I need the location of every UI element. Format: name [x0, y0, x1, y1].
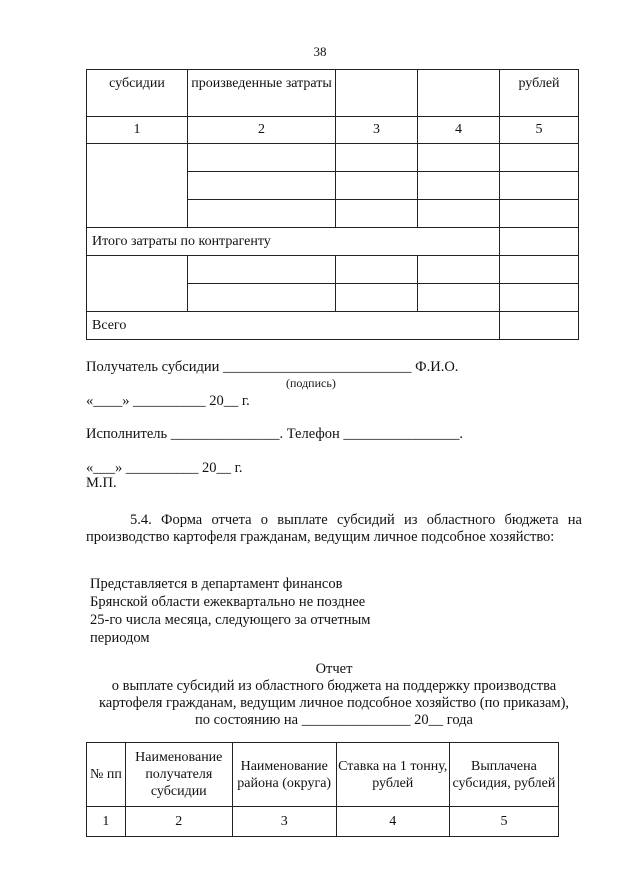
header-cell — [418, 70, 500, 117]
table-cell — [188, 200, 336, 228]
expenses-table — [86, 69, 579, 340]
submission-note-line: Представляется в департамент финансов — [90, 576, 343, 592]
table-cell — [87, 256, 188, 312]
header-cell: Выплачена субсидия, рублей — [449, 743, 558, 807]
date-line: «____» __________ 20__ г. — [86, 393, 250, 409]
table-cell — [418, 144, 500, 172]
table-cell — [418, 172, 500, 200]
table-cell — [500, 228, 579, 256]
table-cell — [87, 144, 188, 228]
column-number: 4 — [336, 807, 449, 837]
header-cell: Ставка на 1 тонну, рублей — [336, 743, 449, 807]
report-title: Отчет — [315, 661, 353, 677]
header-cell — [336, 70, 418, 117]
submission-note-line: периодом — [90, 630, 150, 646]
table-cell — [336, 256, 418, 284]
column-number: 3 — [336, 117, 418, 144]
column-number: 3 — [232, 807, 336, 837]
table-cell — [418, 256, 500, 284]
table-cell — [500, 172, 579, 200]
column-number: 1 — [87, 117, 188, 144]
header-cell: рублей — [500, 70, 579, 117]
submission-note-line: Брянской области ежеквартально не позднее — [90, 594, 366, 610]
contractor-total-label: Итого затраты по контрагенту — [87, 228, 500, 256]
table-cell — [188, 256, 336, 284]
page-number: 38 — [313, 44, 327, 59]
table-cell — [418, 284, 500, 312]
seal-label: М.П. — [86, 475, 117, 491]
executor-line: Исполнитель _______________. Телефон ________________. — [86, 426, 463, 442]
column-number: 1 — [87, 807, 126, 837]
table-cell — [188, 284, 336, 312]
column-number: 4 — [418, 117, 500, 144]
report-subtitle: по состоянию на _______________ 20__ года — [195, 712, 473, 728]
column-number: 2 — [188, 117, 336, 144]
header-cell: № пп — [87, 743, 126, 807]
column-number: 5 — [449, 807, 558, 837]
table-cell — [418, 200, 500, 228]
table-cell — [500, 144, 579, 172]
column-number: 2 — [125, 807, 232, 837]
header-cell: произведенные затраты — [188, 70, 336, 117]
table-cell — [188, 144, 336, 172]
signature-caption: (подпись) — [286, 376, 336, 390]
table-cell — [336, 284, 418, 312]
date-line: «___» __________ 20__ г. — [86, 460, 243, 476]
header-cell: Наименование района (округа) — [232, 743, 336, 807]
header-cell: Наименование получателя субсидии — [125, 743, 232, 807]
table-cell — [500, 256, 579, 284]
report-subtitle: о выплате субсидий из областного бюджета на поддержку производства — [111, 678, 557, 694]
report-subtitle: картофеля гражданам, ведущим личное подсобное хозяйство (по приказам), — [98, 695, 570, 711]
table-cell — [188, 172, 336, 200]
table-cell — [336, 144, 418, 172]
report-table — [86, 742, 559, 837]
table-cell — [336, 172, 418, 200]
table-cell — [336, 200, 418, 228]
table-cell — [500, 200, 579, 228]
header-cell: субсидии — [87, 70, 188, 117]
column-number: 5 — [500, 117, 579, 144]
recipient-signature-line: Получатель субсидии __________________________ Ф.И.О. — [86, 359, 459, 375]
grand-total-label: Всего — [87, 312, 500, 340]
submission-note-line: 25-го числа месяца, следующего за отчетным — [90, 612, 371, 628]
table-cell — [500, 312, 579, 340]
table-cell — [500, 284, 579, 312]
section-paragraph: 5.4. Форма отчета о выплате субсидий из областного бюджета на производство картофеля гражданам, ведущим личное подсобное хозяйство: — [86, 512, 582, 545]
